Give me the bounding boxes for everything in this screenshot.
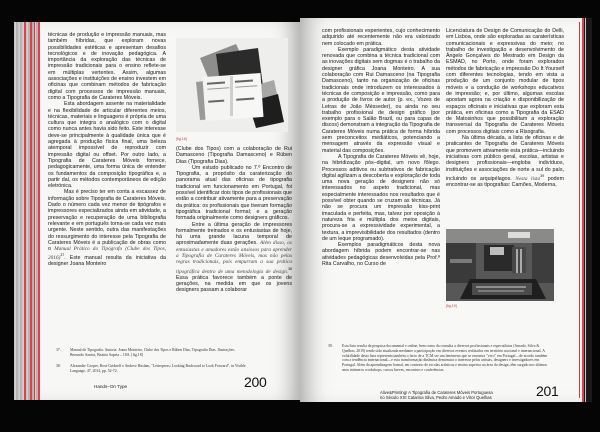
left-column-1 (48, 32, 166, 268)
footnote: 38. Alexander Cooper, Rose Gridneff e Andrew Haslam, "Letterpress: Looking Backward to Look Forward", in Visible Language, 47, 2014, pp. 52-72. (56, 364, 246, 373)
paragraph: Esta abordagem assente na materialidade e na flexibilidade de articular diferentes meios, técnicas, materiais e linguagens é própria de uma cultura que integra o analógico com o digital como nunca antes havia sido feito. Este interesse deve-se principalmente à qualidade única que é agregada à produção física final, uma beleza atemporal impossível de reproduzir com impressão digital ou offset. Por outro lado, a Tipografia de Carateres Móveis fornece, pedagogicamente, uma forma única de entender os fundamentos da composição tipográfica e, a partir daí, os métodos contemporâneos de edição eletrónica. (48, 101, 166, 190)
right-column-2 (446, 28, 564, 188)
figure-18-photo (176, 38, 288, 132)
paragraph: (Clube dos Tipos) com a colaboração de Rui Damasceno (Tipografia Damasceno) e Rúben Dias (Tipografia Dias). (176, 146, 292, 165)
right-column-1 (322, 28, 440, 267)
page-number: 201 (536, 383, 559, 399)
footnote: 39. Esta lista resulta da pesquisa documental e online, bem como da consulta a diversos profissionais e especialistas (Amado, Silva & Quelhas, 2019) tendo sido atualizada mediante a participação em diversos eventos realizados em território nacional e internacional. A volatilidade desta lista representa também o facto de a TCM ser um fenómeno que se encontra "vivo" em Portugal—de acordo também com a tendência internacional—e esta transformação dinâmica demonstra o interesse pelos artistas, designers e investigadores em Portugal. Além da aprendizagem formal, em contexto de escolas artísticas e ensino superior na área do design, têm surgido nos últimos anos inúmeros workshops, cursos breves, encontros e conferências. (328, 344, 548, 372)
paragraph: Um estudo publicado no 7.º Encontro de Tipografia, a propósito da caraterização do panorama atual das oficinas de tipografia tradicional em funcionamento em Portugal, foi possível identificar dois tipos de profissionais que estão a contribuir ativamente para a preservação da prática: os profissionais que tiveram formação tipográfica tradicional formal; e a geração formada originalmente como designers gráficos. (176, 164, 293, 222)
footnote-ref: 38 (288, 266, 292, 271)
figure-label: [fig.18] (176, 137, 187, 141)
left-column-2 (176, 146, 292, 294)
paragraph: Licenciatura de Design de Comunicação do Delli, em Lisboa, onde são exploradas as caraterísticas comunicacionais e expressivas do meio; no trabalho de investigação e desenvolvimento de Ângelo Gonçalves do Mestrado em Design da ESMAD, no Porto, onde foram explorados métodos de fabricação e impressão Do It Yourself com diferentes tecnologias, tendo em vista a produção de um conjunto modular de tipos móveis e a condução de workshops educativos de impressão; e, por último, algumas escolas apostam agora na criação e disponibilização de espaços oficinais e iniciativas que exploram esta prática, em oficinas como a Tipografia da ESAD de Matosinhos que possibilitam a exploração transversal da Tipografia de Carateres Móveis com processos digitais como a Risografia. (446, 28, 564, 135)
page-number: 200 (244, 374, 267, 390)
figure-19-photo (446, 229, 554, 301)
paragraph: com profissionais experientes, cujo conhecimento adquirido até recentemente não era valorizado nem colocado em prática. (322, 28, 440, 47)
page-edges-right (582, 18, 592, 402)
footnote: 37. Manual de Tipografia. Autoria: Joana Monteiro, Clube dos Tipos e Rúben Dias, Tipografia Dias. Ilustrações: Bernardo Santos, Beatriz Sapeta – 18A. [fig.18] (56, 348, 235, 357)
italic-phrase: Nesta lista (515, 175, 541, 182)
paragraph: técnicas de produção e impressão manuais, mas também híbridas, que exploram novas possibilidades estéticas e apresentam desafios tecnológicos e de inovação pedagógica. A importância da exploração das técnicas de impressão tradicionais para o ensino reflete-se em múltiplas vertentes. Assim, algumas associações e instituições de ensino investem em oficinas que combinam métodos de fabricação digital com processos de impressão manuais, como a Tipografia de Carateres Móveis. (48, 32, 166, 101)
italic-quote: Além disso, os entusiastas e amadores estão ansiosos para aprender a Tipografia de Carateres Móveis, mas não pelas regras tradicionais, pois empurram a sua prática tipográfica dentro de uma metodologia de design. (176, 240, 292, 275)
right-page (300, 18, 582, 402)
page-edges-left (14, 22, 38, 400)
running-title: Alive&Printing! A Tipografia de Carateres Móveis Portuguesa no Século XXI Catarina Silva, Pedro Amado e Vítor Quelhas (380, 390, 493, 400)
footnote-ref: 39 (540, 173, 545, 178)
paragraph: Entre a última geração de impressores formalmente treinados e os entusiastas de hoje, há uma grande lacuna temporal de aproximadamente duas gerações. Além disso, os entusiastas e amadores estão ansiosos para aprender a Tipografia de Carateres Móveis, mas não pelas regras tradicionais, pois empurram a sua prática tipográfica dentro de uma metodologia de design.$^{38}$ Essa prática favorece também a ponte de gerações, na medida em que os jovens designers passam a colaborar (176, 221, 292, 294)
paragraph: Exemplos paradigmáticos desta nova abordagem híbrida podem encontrar-se nas atividades pedagógicas desenvolvidas pela Prof.ª Rita Carvalho, no Curso de (322, 242, 440, 267)
workshop-image (446, 229, 554, 301)
paragraph: Exemplo paradigmático desta atividade renovada que combina a técnica tradicional com as inovações digitais sem dogmas é o trabalho da designer gráfica Joana Monteiro. A sua colaboração com Rui Damasceno (na Tipografia Damasceno), tanto na organização de oficinas tradicionais onde introduzem os interessados à técnicas de composição e impressão, como para a produção de livros de autor (p. ex., Vozes de Letras de João Mésseder), ou ainda no seu trabalho profissional de design gráfico (por exemplo para o Salão Brazil, ou para capas de discos) demonstram a integração da Tipografia de Carateres Móveis numa prática de forma híbrida sem preconceitos mediáticos, potenciando a mensagem através da expressão visual e material das composições. (322, 46, 440, 154)
paragraph: Mas é preciso ter em conta a escassez de informação sobre Tipografia de Carateres Móveis. Dado o número cada vez menor de tipógrafos e impressores especializados ainda em atividade, a preservação e recuperação de uma bibliografia relevante e em português torna-se cada vez mais urgente. Neste sentido, outra das manifestações do ressurgimento do interesse pela Tipografia de Carateres Móveis é a publicação de obras como o Manual Prático do Tipógrafo (Clube dos Tipos, 2016)$^{37}$. Este manual resulta da iniciativa da designer Joana Monteiro (48, 189, 166, 268)
figure-label: [fig.19] (446, 304, 457, 308)
left-page (38, 22, 300, 400)
paragraph: Na última década, a lista de oficinas e de praticantes de Tipografia de Carateres Móveis que promovem ativamente esta prática—incluindo iniciativas com público geral, escolas, artistas e designers profissionais—engloba indivíduos, instituições e associações de norte a sul do país, incluindo os arquipélagos. Nesta lista$^{39}$ podem encontrar-se as tipografias: Camões, Moderna, (446, 135, 564, 188)
italic-citation: Manual Prático do Tipógrafo (Clube dos Tipos, 2016) (48, 246, 166, 262)
footnote-ref: 37 (60, 253, 65, 258)
paragraph: A Tipografia de Carateres Móveis vê, hoje, na hibridização pós–digital, um novo fôlego. Processos aditivos ou subtrativos de fabricação digital agilizam a descoberta e exploração de toda uma nova geração de designers não só interessados no aspeto tradicional, mas especialmente interessados nos resultados que é possível obter quando se cruzam as técnicas. Já não se procura um impressão kiss-print imaculada e perfeita, mas, talvez por oposição à natureza fria e múltipla dos meios digitais, procura-se a expressividade experimental, a textura, a imprevisibilidade dos resultados (dentro de um leque programado). (322, 153, 440, 242)
booklets-image (176, 38, 288, 132)
running-title: Hands–On Type (94, 384, 128, 389)
